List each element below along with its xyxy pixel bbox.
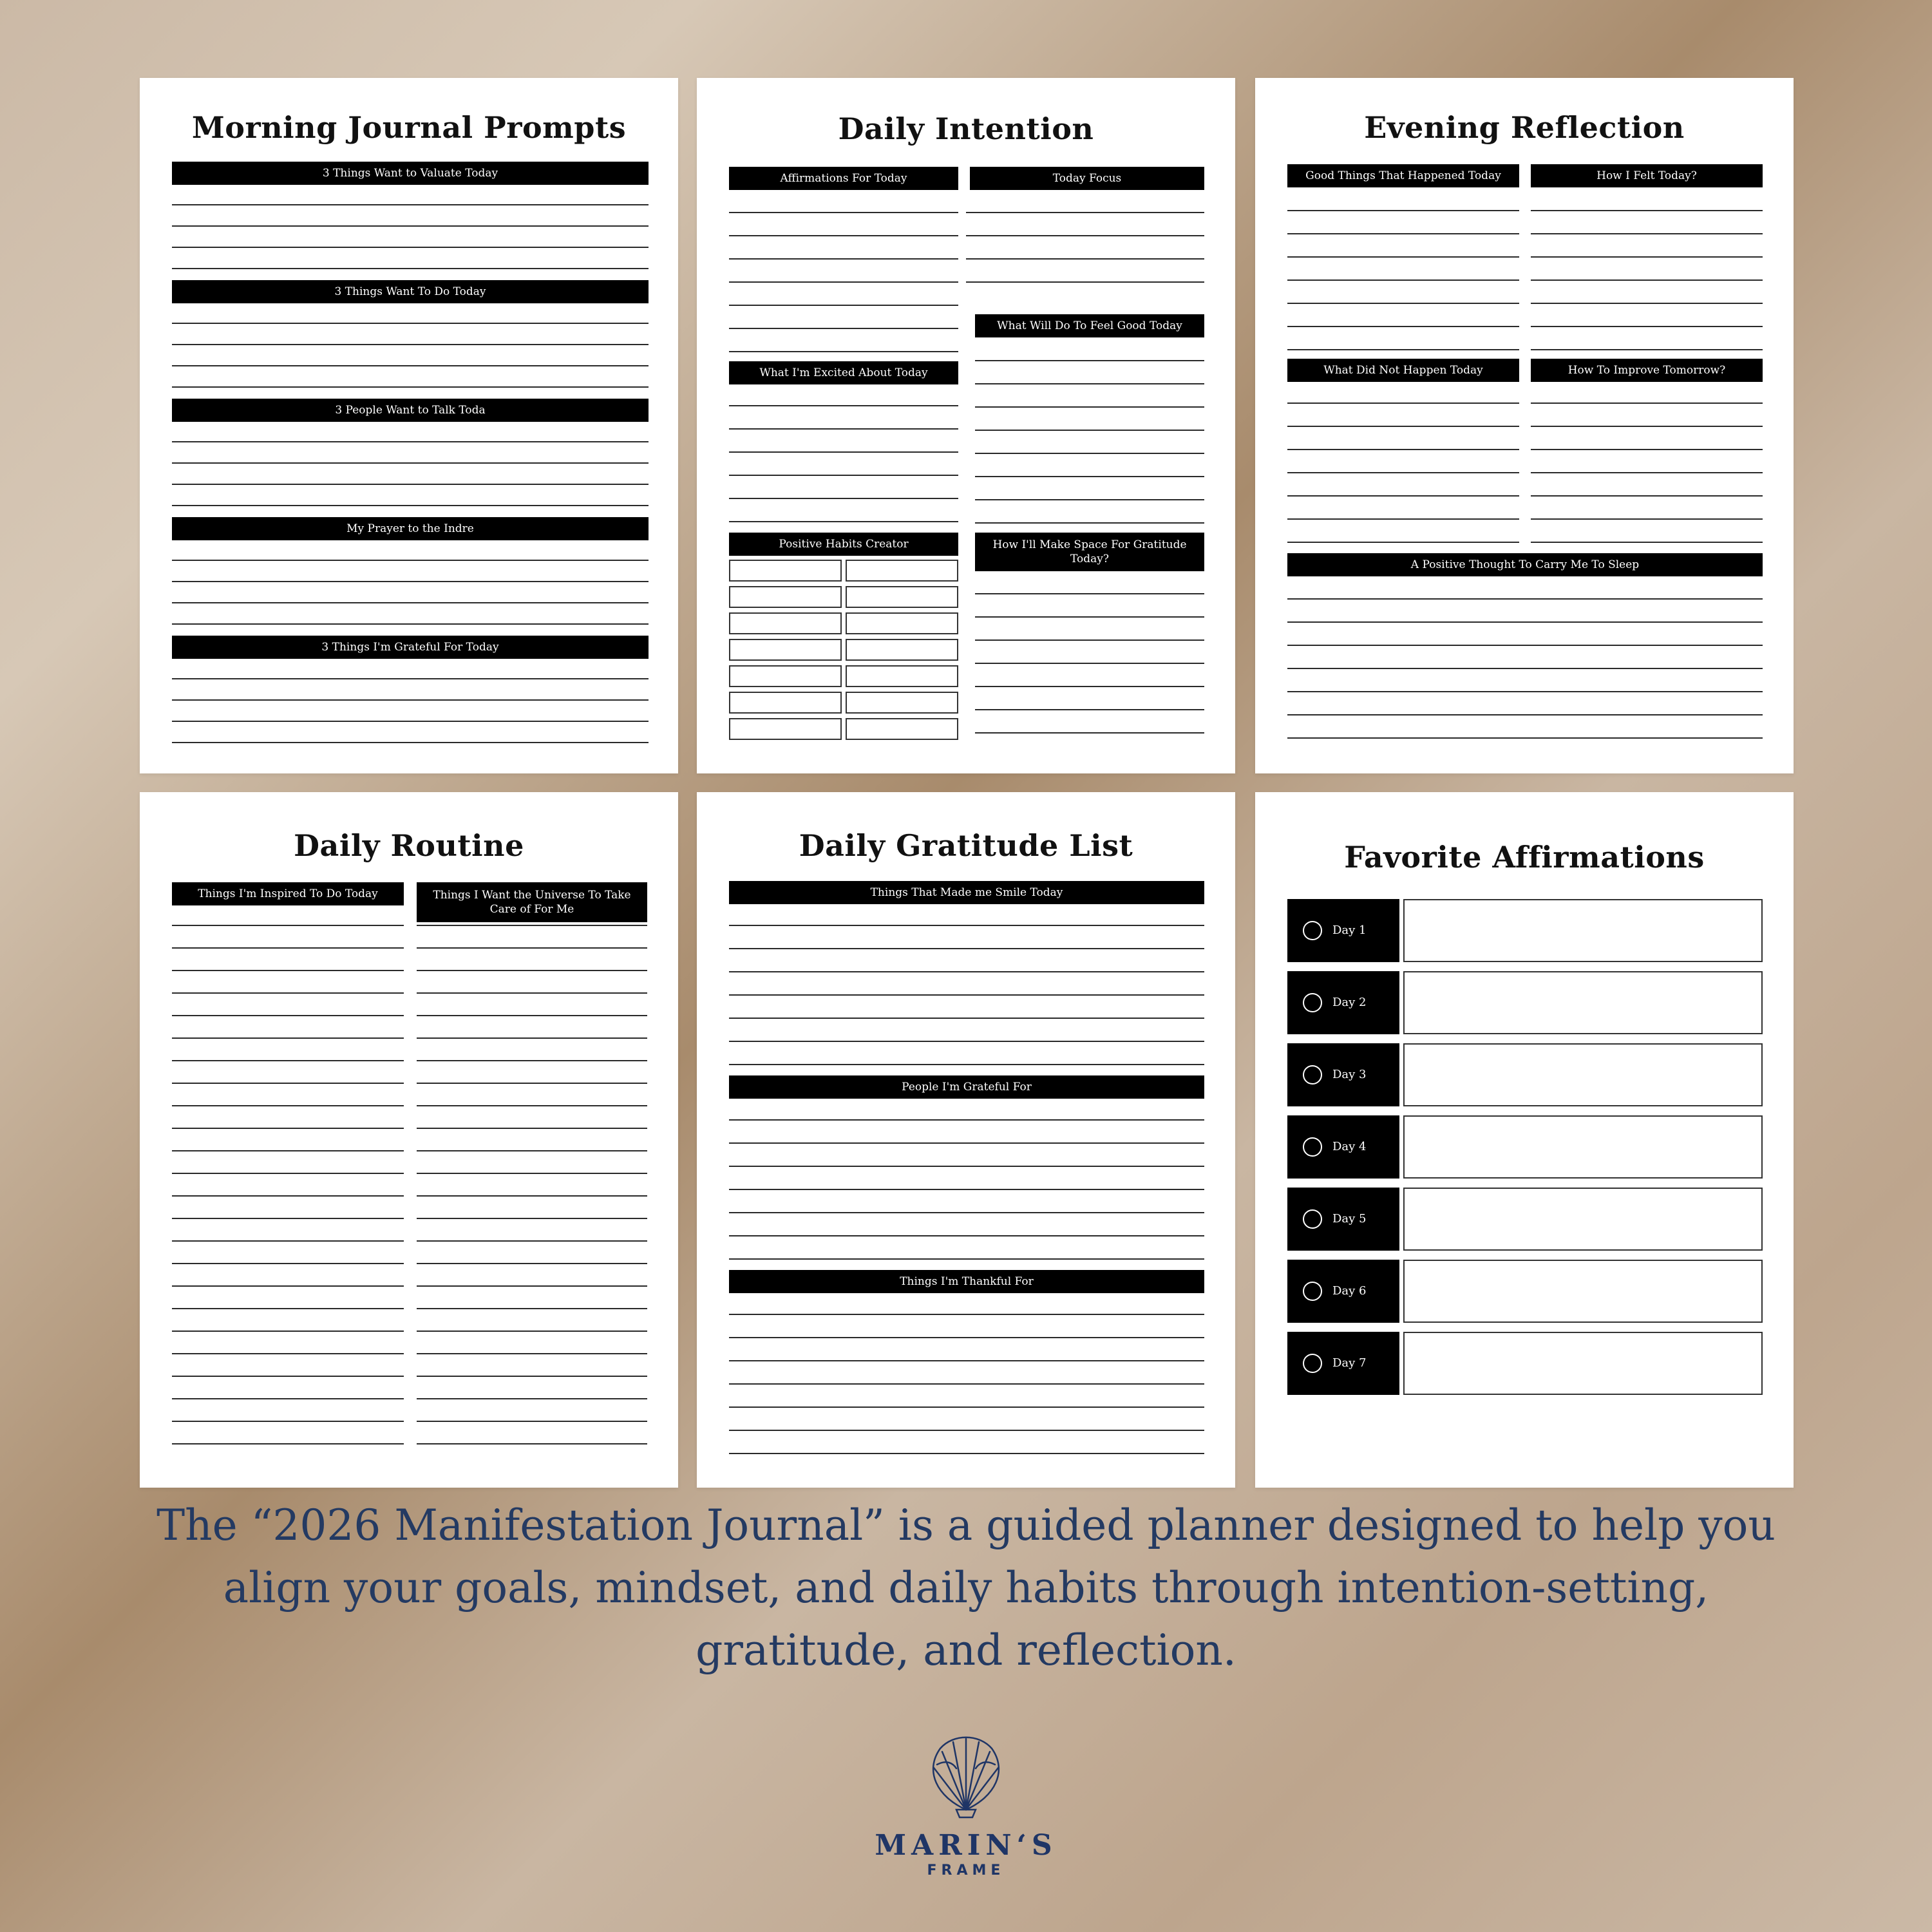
page-title: Daily Intention (838, 111, 1094, 146)
page-daily-intention (697, 78, 1235, 773)
section-header: What Did Not Happen Today (1287, 359, 1519, 382)
page-daily-gratitude-list (697, 792, 1235, 1488)
habit-box[interactable] (729, 692, 842, 714)
writing-lines[interactable] (1287, 210, 1519, 377)
writing-lines[interactable] (729, 925, 1204, 1073)
section-header: What Will Do To Feel Good Today (975, 314, 1204, 337)
day-label: Day 6 (1287, 1260, 1399, 1323)
brand-subtitle: FRAME (927, 1862, 1005, 1879)
writing-lines[interactable] (172, 560, 649, 630)
checkbox-circle-icon[interactable] (1303, 1137, 1322, 1157)
page-title: Morning Journal Prompts (191, 110, 627, 145)
habit-box[interactable] (729, 718, 842, 740)
writing-lines[interactable] (1287, 598, 1763, 766)
checkbox-circle-icon[interactable] (1303, 1282, 1322, 1301)
affirmation-box[interactable] (1403, 899, 1763, 962)
day-label: Day 7 (1287, 1332, 1399, 1395)
day-row (1287, 1188, 1763, 1251)
affirmation-box[interactable] (1403, 1043, 1763, 1106)
section-header: Things That Made me Smile Today (729, 881, 1204, 904)
affirmation-box[interactable] (1403, 971, 1763, 1034)
writing-lines[interactable] (172, 925, 404, 1459)
day-row (1287, 1043, 1763, 1106)
writing-lines[interactable] (729, 1314, 1204, 1462)
section-header: 3 People Want to Talk Toda (172, 399, 649, 422)
checkbox-circle-icon[interactable] (1303, 1209, 1322, 1229)
writing-lines[interactable] (1531, 210, 1763, 377)
page-title: Favorite Affirmations (1344, 840, 1705, 875)
habit-box[interactable] (729, 612, 842, 634)
day-label: Day 1 (1287, 899, 1399, 962)
affirmation-box[interactable] (1403, 1260, 1763, 1323)
checkbox-circle-icon[interactable] (1303, 993, 1322, 1012)
habit-box[interactable] (729, 560, 842, 582)
section-header: Things I'm Thankful For (729, 1270, 1204, 1293)
habits-grid (729, 560, 958, 746)
habit-box[interactable] (846, 718, 958, 740)
writing-lines[interactable] (975, 593, 1204, 741)
brand-name: MARIN‘S (875, 1829, 1057, 1862)
caption-line-3: gratitude, and reflection. (696, 1625, 1236, 1675)
writing-lines[interactable] (729, 405, 958, 534)
habit-box[interactable] (729, 665, 842, 687)
day-label: Day 2 (1287, 971, 1399, 1034)
checkbox-circle-icon[interactable] (1303, 1354, 1322, 1373)
section-header: People I'm Grateful For (729, 1075, 1204, 1099)
section-header: How To Improve Tomorrow? (1531, 359, 1763, 382)
section-header: 3 Things Want to Valuate Today (172, 162, 649, 185)
day-row (1287, 899, 1763, 962)
section-header: A Positive Thought To Carry Me To Sleep (1287, 553, 1763, 576)
section-header: What I'm Excited About Today (729, 361, 958, 384)
day-row (1287, 1260, 1763, 1323)
habit-box[interactable] (846, 586, 958, 608)
writing-lines[interactable] (172, 678, 649, 749)
section-header: My Prayer to the Indre (172, 517, 649, 540)
writing-lines[interactable] (729, 1119, 1204, 1267)
page-favorite-affirmations (1255, 792, 1794, 1488)
day-row (1287, 1332, 1763, 1395)
day-label: Day 3 (1287, 1043, 1399, 1106)
section-header: 3 Things I'm Grateful For Today (172, 636, 649, 659)
checkbox-circle-icon[interactable] (1303, 921, 1322, 940)
writing-lines[interactable] (172, 323, 649, 393)
page-title: Daily Gratitude List (799, 828, 1133, 863)
habit-box[interactable] (846, 692, 958, 714)
page-morning-journal-prompts (140, 78, 678, 773)
section-header: Positive Habits Creator (729, 533, 958, 556)
checkbox-circle-icon[interactable] (1303, 1065, 1322, 1084)
section-header: Things I'm Inspired To Do Today (172, 882, 404, 905)
day-label: Day 5 (1287, 1188, 1399, 1251)
day-row (1287, 1115, 1763, 1179)
caption-line-1: The “2026 Manifestation Journal” is a guided planner designed to help you (156, 1501, 1776, 1550)
day-row (1287, 971, 1763, 1034)
habit-box[interactable] (729, 639, 842, 661)
writing-lines[interactable] (1287, 402, 1519, 557)
section-header: Things I Want the Universe To Take Care of For Me (417, 882, 647, 922)
writing-lines[interactable] (975, 360, 1204, 527)
habit-box[interactable] (846, 639, 958, 661)
section-header: Today Focus (970, 167, 1204, 190)
page-title: Evening Reflection (1364, 110, 1685, 145)
writing-lines[interactable] (172, 441, 649, 512)
day-label: Day 4 (1287, 1115, 1399, 1179)
section-header: Good Things That Happened Today (1287, 164, 1519, 187)
section-header: How I'll Make Space For Gratitude Today? (975, 533, 1204, 571)
writing-lines[interactable] (1531, 402, 1763, 557)
affirmation-box[interactable] (1403, 1332, 1763, 1395)
affirmation-box[interactable] (1403, 1115, 1763, 1179)
writing-lines[interactable] (417, 925, 647, 1459)
caption-line-2: align your goals, mindset, and daily habits through intention-setting, (223, 1563, 1709, 1613)
section-header: Affirmations For Today (729, 167, 958, 190)
habit-box[interactable] (729, 586, 842, 608)
habit-box[interactable] (846, 560, 958, 582)
writing-lines[interactable] (966, 212, 1204, 283)
writing-lines[interactable] (172, 204, 649, 275)
habit-box[interactable] (846, 665, 958, 687)
section-header: 3 Things Want To Do Today (172, 280, 649, 303)
seashell-logo-icon (918, 1726, 1014, 1823)
page-evening-reflection (1255, 78, 1794, 773)
section-header: How I Felt Today? (1531, 164, 1763, 187)
affirmation-box[interactable] (1403, 1188, 1763, 1251)
description-caption (97, 1494, 1835, 1681)
page-daily-routine (140, 792, 678, 1488)
page-title: Daily Routine (294, 828, 524, 863)
habit-box[interactable] (846, 612, 958, 634)
